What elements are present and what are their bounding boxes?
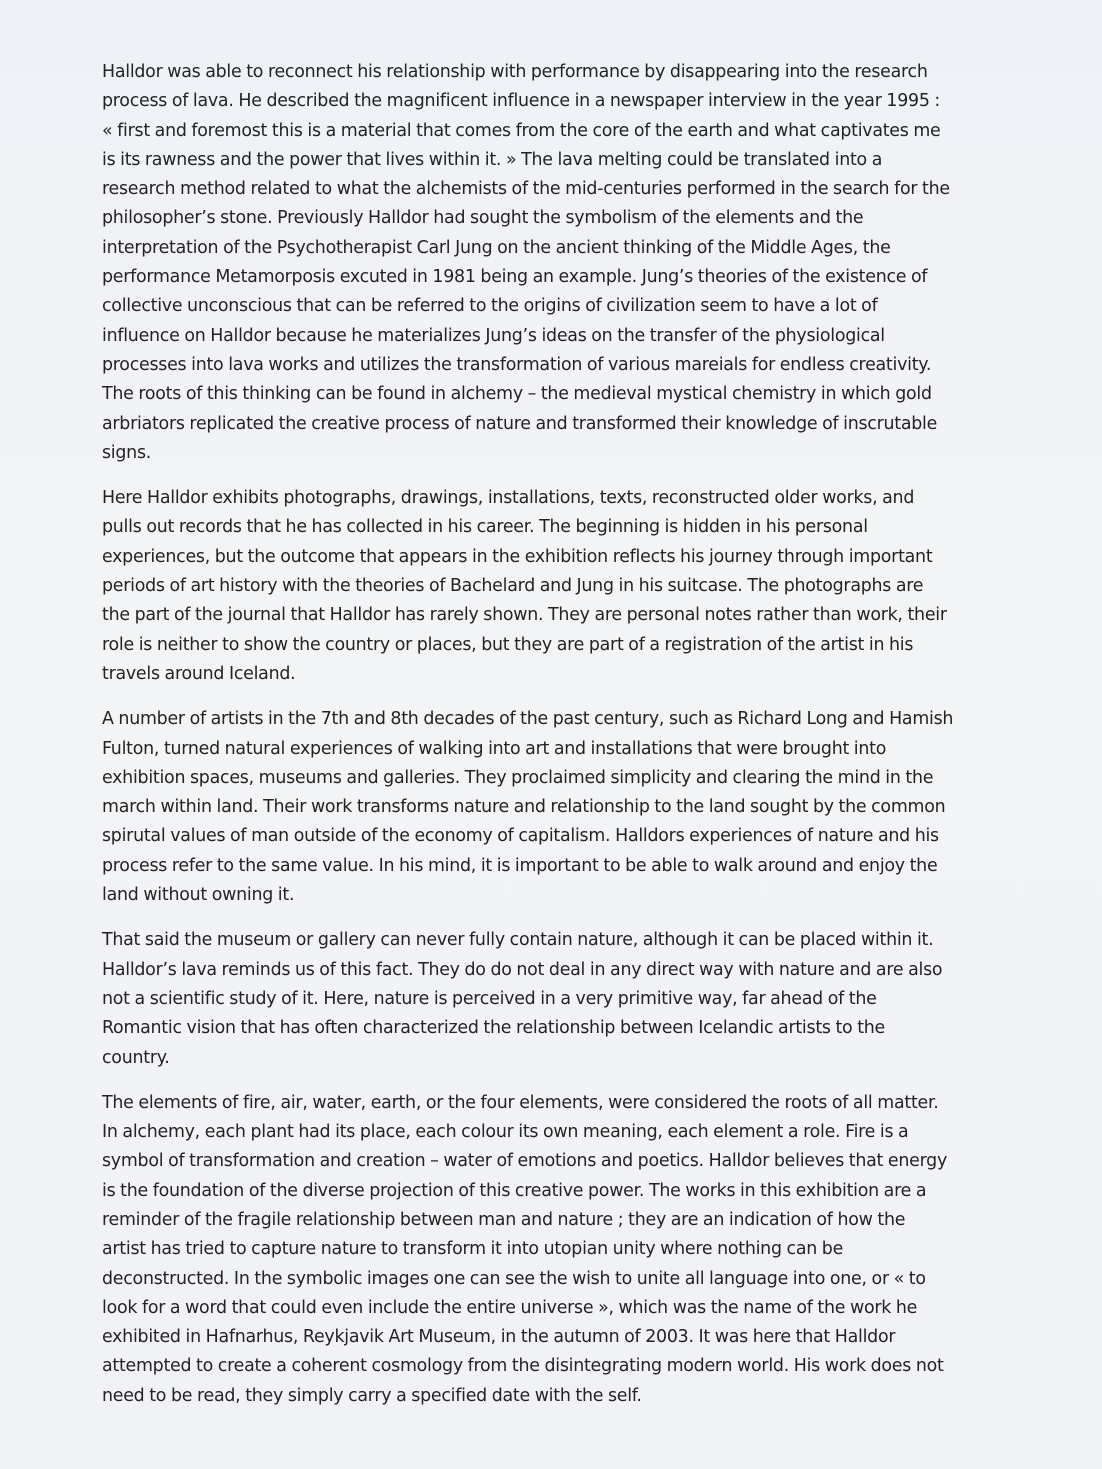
paragraph-lava-research: Halldor was able to reconnect his relationship with performance by disappearing into the research process of lava. He described the magnificent influence in a newspaper interview in the year 1995 : « first and foremost this is a material that comes from the core of the earth and what captivates me is its rawness and the power that lives within it. » The lava melting could be translated into a research method related to what the alchemists of the mid-centuries performed in the search for the philosopher’s stone. Previously Halldor had sought the symbolism of the elements and the interpretation of the Psychotherapist Carl Jung on the ancient thinking of the Middle Ages, the performance Metamorposis excuted in 1981 being an example. Jung’s theories of the existence of collective unconscious that can be referred to the origins of civilization seem to have a lot of influence on Halldor because he materializes Jung’s ideas on the transfer of the physiological processes into lava works and utilizes the transformation of various mareials for endless creativity. The roots of this thinking can be found in alchemy – the medieval mystical chemistry in which gold arbriators replicated the creative process of nature and transformed their knowledge of inscrutable signs. bbox=[102, 62, 950, 463]
paragraph-museum-nature: That said the museum or gallery can never fully contain nature, although it can be placed within it. Halldor’s lava reminds us of this fact. They do do not deal in any direct way with nature and are also not a scientific study of it. Here, nature is perceived in a very primitive way, far ahead of the Romantic vision that has often characterized the relationship between Icelandic artists to the country. bbox=[102, 930, 943, 1068]
paragraph-four-elements: The elements of fire, air, water, earth, or the four elements, were considered the roots of all matter. In alchemy, each plant had its place, each colour its own meaning, each element a role. Fire is a symbol of transformation and creation – water of emotions and poetics. Halldor believes that energy is the foundation of the diverse projection of this creative power. The works in this exhibition are a reminder of the fragile relationship between man and nature ; they are an indication of how the artist has tried to capture nature to transform it into utopian unity where nothing can be deconstructed. In the symbolic images one can see the wish to unite all language into one, or « to look for a word that could even include the entire universe », which was the name of the work he exhibited in Hafnarhus, Reykjavik Art Museum, in the autumn of 2003. It was here that Halldor attempted to create a coherent cosmology from the disintegrating modern world. His work does not need to be read, they simply carry a specified date with the self. bbox=[102, 1092, 947, 1406]
paragraph-exhibition-photographs: Here Halldor exhibits photographs, drawings, installations, texts, reconstructed older works, and pulls out records that he has collected in his career. The beginning is hidden in his personal experiences, but the outcome that appears in the exhibition reflects his journey through important periods of art history with the theories of Bachelard and Jung in his suitcase. The photographs are the part of the journal that Halldor has rarely shown. They are personal notes rather than work, their role is neither to show the country or places, but they are part of a registration of the artist in his travels around Iceland. bbox=[102, 488, 947, 684]
paragraph-walking-artists: A number of artists in the 7th and 8th decades of the past century, such as Richard Long and Hamish Fulton, turned natural experiences of walking into art and installations that were brought into exhibition spaces, museums and galleries. They proclaimed simplicity and clearing the mind in the march within land. Their work transforms nature and relationship to the land sought by the common spirutal values of man outside of the economy of capitalism. Halldors experiences of nature and his process refer to the same value. In his mind, it is important to be able to walk around and enjoy the land without owning it. bbox=[102, 709, 954, 906]
document-body bbox=[102, 58, 1017, 1427]
